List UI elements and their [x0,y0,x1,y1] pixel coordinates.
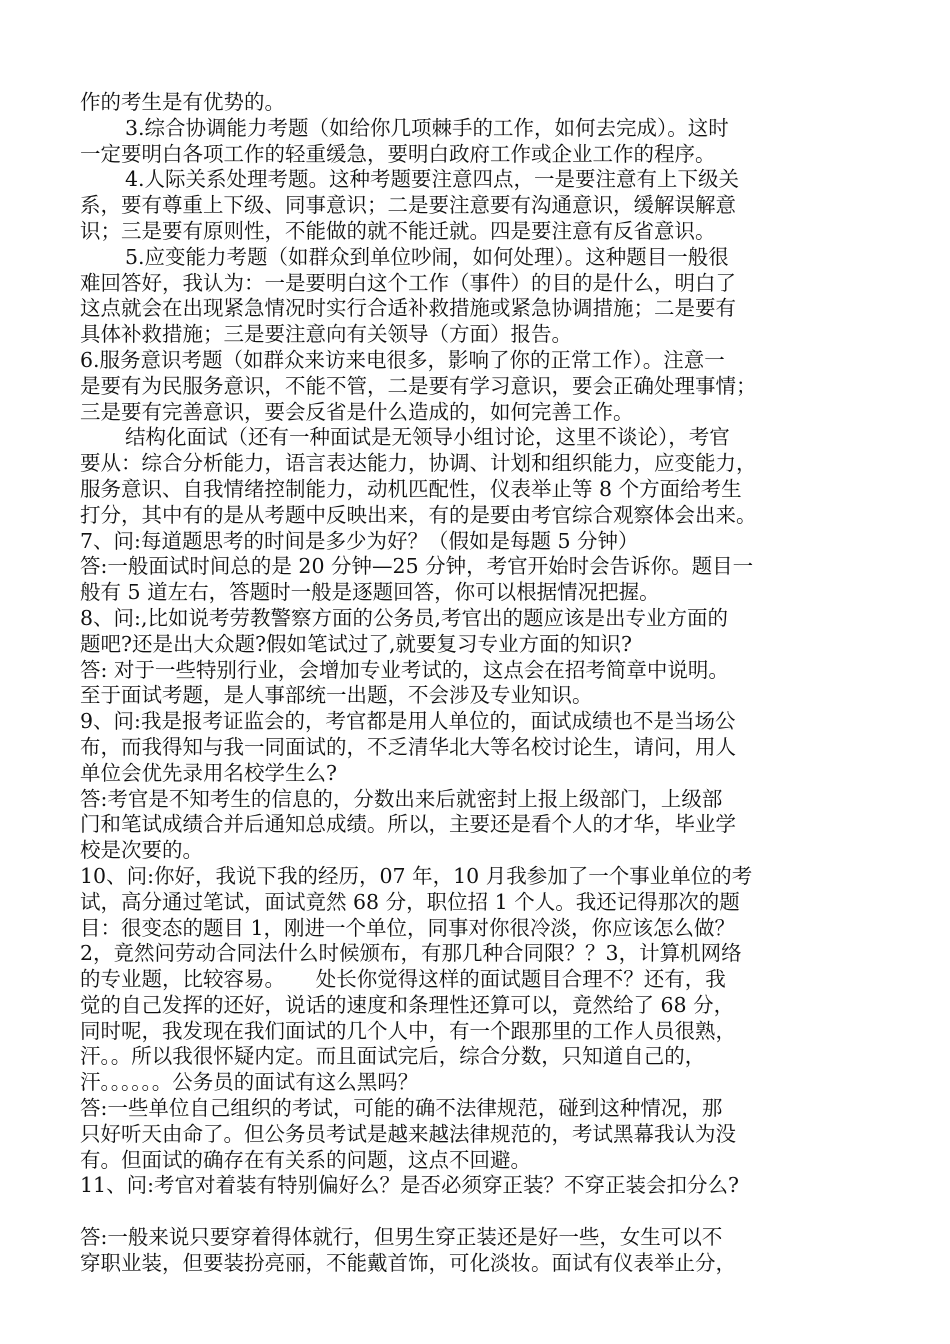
text-line: 10、问:你好，我说下我的经历，07 年，10 月我参加了一个事业单位的考 [80,863,753,888]
text-line: 觉的自己发挥的还好，说话的速度和条理性还算可以，竟然给了 68 分， [80,992,735,1017]
text-line: 门和笔试成绩合并后通知总成绩。所以，主要还是看个人的才华，毕业学 [80,812,736,837]
text-line: 校是次要的。 [80,838,203,863]
text-line: 布，而我得知与我一同面试的，不乏清华北大等名校讨论生，请问，用人 [80,734,736,759]
text-line: 有。但面试的确存在有关系的问题，这点不回避。 [80,1147,531,1172]
text-line: 7、问:每道题思考的时间是多少为好？（假如是每题 5 分钟） [80,528,639,553]
text-line: 具体补救措施；三是要注意向有关领导（方面）报告。 [80,322,572,347]
text-line: 打分，其中有的是从考题中反映出来，有的是要由考官综合观察体会出来。 [80,502,757,527]
text-line: 服务意识、自我情绪控制能力，动机匹配性，仪表举止等 8 个方面给考生 [80,476,742,501]
text-line: 系，要有尊重上下级、同事意识；二是要注意要有沟通意识，缓解误解意 [80,193,736,218]
text-line: 答:考官是不知考生的信息的，分数出来后就密封上报上级部门，上级部 [80,786,723,811]
text-line: 同时呢，我发现在我们面试的几个人中，有一个跟那里的工作人员很熟， [80,1018,736,1043]
text-line: 一定要明白各项工作的轻重缓急，要明白政府工作或企业工作的程序。 [80,141,716,166]
text-line: 2，竟然问劳动合同法什么时候颁布，有那几种合同限？？3，计算机网络 [80,941,742,966]
text-line: 识；三是要有原则性，不能做的就不能迁就。四是要注意有反省意识。 [80,218,716,243]
text-line: 汗。。。。。。公务员的面试有这么黑吗？ [80,1070,419,1095]
text-line: 单位会优先录用名校学生么? [80,760,337,785]
text-line: 的专业题，比较容易。 处长你觉得这样的面试题目合理不？还有，我 [80,967,726,992]
text-line: 这点就会在出现紧急情况时实行合适补救措施或紧急协调措施；二是要有 [80,296,736,321]
text-line: 要从：综合分析能力，语言表达能力，协调、计划和组织能力，应变能力， [80,451,757,476]
text-line: 汗。。所以我很怀疑内定。而且面试完后，综合分数，只知道自己的， [80,1044,706,1069]
text-line: 试，高分通过笔试，面试竟然 68 分，职位招 1 个人。我还记得那次的题 [80,889,740,914]
text-line: 至于面试考题，是人事部统一出题，不会涉及专业知识。 [80,683,593,708]
text-line: 答:一般面试时间总的是 20 分钟—25 分钟，考官开始时会告诉你。题目一 [80,554,754,579]
blank-line [80,1199,870,1225]
text-line: 答:一般来说只要穿着得体就行，但男生穿正装还是好一些，女生可以不 [80,1225,723,1250]
text-line: 只好听天由命了。但公务员考试是越来越法律规范的，考试黑幕我认为没 [80,1121,736,1146]
text-line: 8、问:,比如说考劳教警察方面的公务员,考官出的题应该是出专业方面的 [80,605,728,630]
text-line: 般有 5 道左右，答题时一般是逐题回答，你可以根据情况把握。 [80,580,660,605]
text-line: 9、问:我是报考证监会的，考官都是用人单位的，面试成绩也不是当场公 [80,709,736,734]
text-line: 6.服务意识考题（如群众来访来电很多，影响了你的正常工作）。注意一 [80,347,725,372]
text-line: 答: 对于一些特别行业，会增加专业考试的，这点会在招考简章中说明。 [80,657,729,682]
text-line: 结构化面试（还有一种面试是无领导小组讨论，这里不谈论），考官 [125,425,730,450]
text-line: 是要有为民服务意识，不能不管，二是要有学习意识，要会正确处理事情； [80,373,757,398]
text-line: 11、问:考官对着装有特别偏好么？是否必须穿正装？不穿正装会扣分么? [80,1173,739,1198]
text-line: 题吧?还是出大众题?假如笔试过了,就要复习专业方面的知识? [80,631,632,656]
text-line: 目：很变态的题目 1，刚进一个单位，同事对你很冷淡，你应该怎么做？ [80,915,736,940]
text-line: 3.综合协调能力考题（如给你几项棘手的工作，如何去完成）。这时 [125,115,729,140]
text-line: 穿职业装，但要装扮亮丽，不能戴首饰，可化淡妆。面试有仪表举止分， [80,1250,736,1275]
text-line: 难回答好，我认为：一是要明白这个工作（事件）的目的是什么，明白了 [80,270,736,295]
text-line: 三是要有完善意识，要会反省是什么造成的，如何完善工作。 [80,399,634,424]
text-line: 作的考生是有优势的。 [80,90,285,114]
text-line: 答:一些单位自己组织的考试，可能的确不法律规范，碰到这种情况，那 [80,1096,723,1121]
text-line: 5.应变能力考题（如群众到单位吵闹，如何处理）。这种题目一般很 [125,244,729,269]
text-line: 4.人际关系处理考题。这种考题要注意四点，一是要注意有上下级关 [125,167,740,192]
